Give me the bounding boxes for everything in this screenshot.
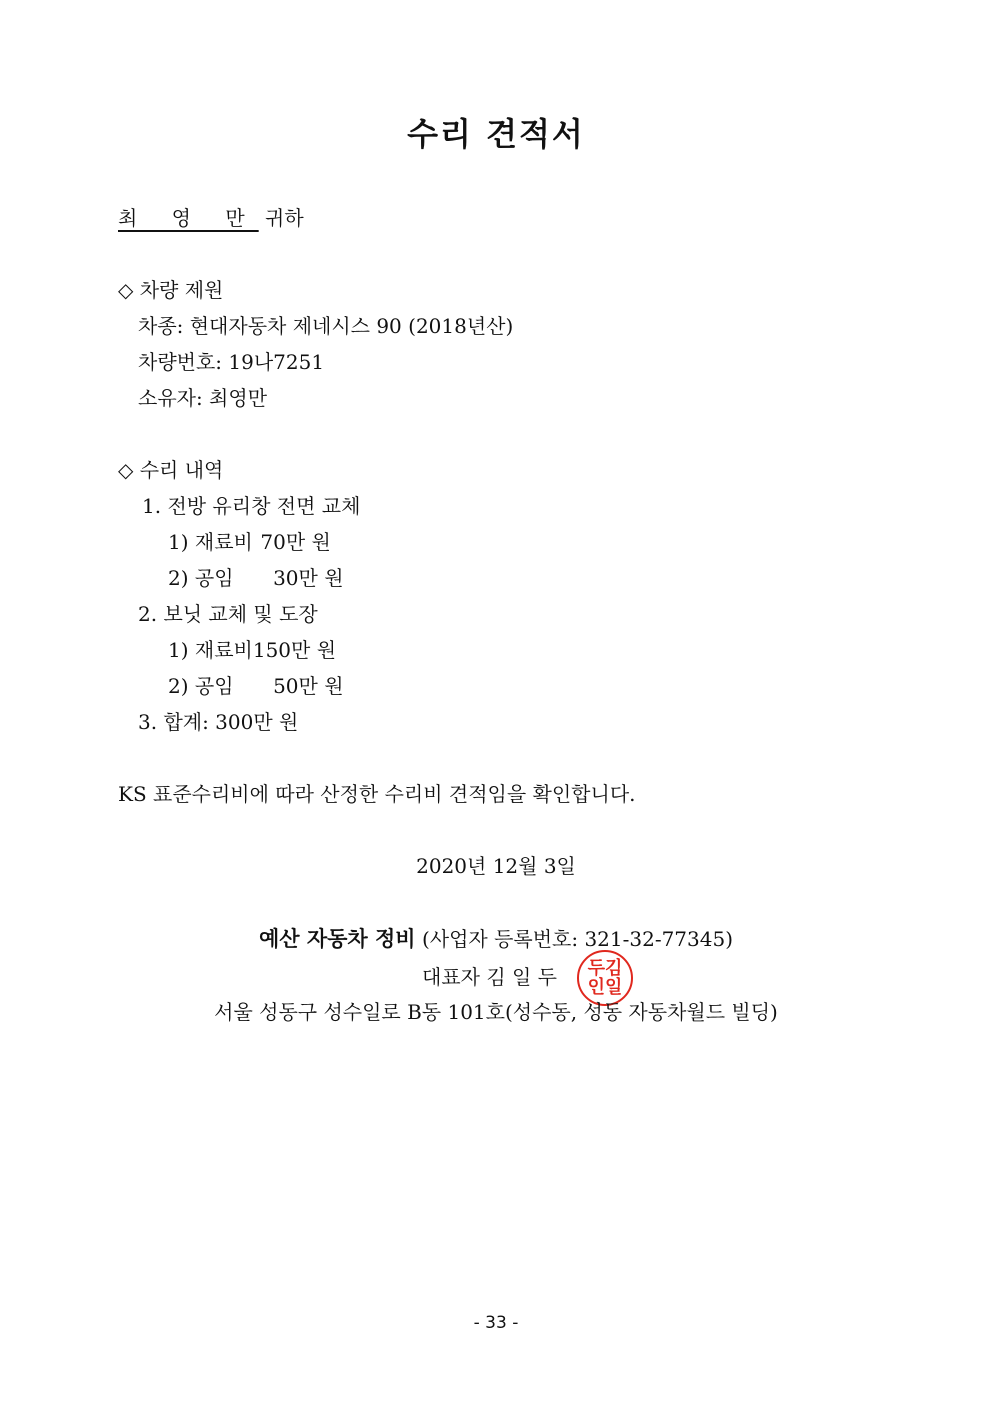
vehicle-model: 차종: 현대자동차 제네시스 90 (2018년산) [138, 314, 514, 338]
cost-label: 2) 공임 [168, 674, 234, 698]
vehicle-plate: 차량번호: 19나7251 [138, 350, 325, 374]
cost-amount: 50만 원 [273, 674, 344, 698]
business-registration: (사업자 등록번호: 321-32-77345) [421, 927, 734, 951]
vehicle-owner: 소유자: 최영만 [138, 386, 268, 410]
company-address: 서울 성동구 성수일로 B동 101호(성수동, 성동 자동차월드 빌딩) [214, 1000, 778, 1024]
repair-total: 3. 합계: 300만 원 [138, 710, 299, 734]
recipient-name: 최 영 만 [118, 206, 259, 230]
cost-label: 1) 재료비 [168, 530, 253, 554]
cost-amount: 150만 원 [252, 638, 337, 662]
document-title: 수리 견적서 [407, 115, 585, 153]
confirmation-statement: KS 표준수리비에 따라 산정한 수리비 견적임을 확인합니다. [118, 782, 636, 806]
page-number: - 33 - [473, 1313, 519, 1333]
repair-section-heading: ◇ 수리 내역 [118, 458, 224, 482]
seal-text-bottom: 인일 [587, 977, 623, 998]
company-representative: 대표자 김 일 두 [422, 965, 557, 989]
repair-item-labor-cost [168, 566, 344, 590]
repair-item-title: 1. 전방 유리창 전면 교체 [142, 494, 361, 518]
cost-amount: 30만 원 [273, 566, 344, 590]
repair-item-material-cost [168, 638, 337, 662]
cost-label: 2) 공임 [168, 566, 234, 590]
company-name: 예산 자동차 정비 [258, 926, 416, 951]
repair-item-material-cost [168, 530, 331, 554]
recipient-line [118, 206, 304, 230]
repair-item-title: 2. 보닛 교체 및 도장 [138, 602, 318, 626]
seal-text-top: 두김 [587, 958, 623, 979]
cost-label: 1) 재료비 [168, 638, 253, 662]
repair-item-labor-cost [168, 674, 344, 698]
recipient-honorific: 귀하 [265, 206, 304, 230]
company-line [0, 927, 992, 951]
company-seal [577, 950, 633, 1006]
vehicle-section-heading: ◇ 차량 제원 [118, 278, 224, 302]
cost-amount: 70만 원 [260, 530, 331, 554]
issue-date: 2020년 12월 3일 [416, 854, 576, 878]
